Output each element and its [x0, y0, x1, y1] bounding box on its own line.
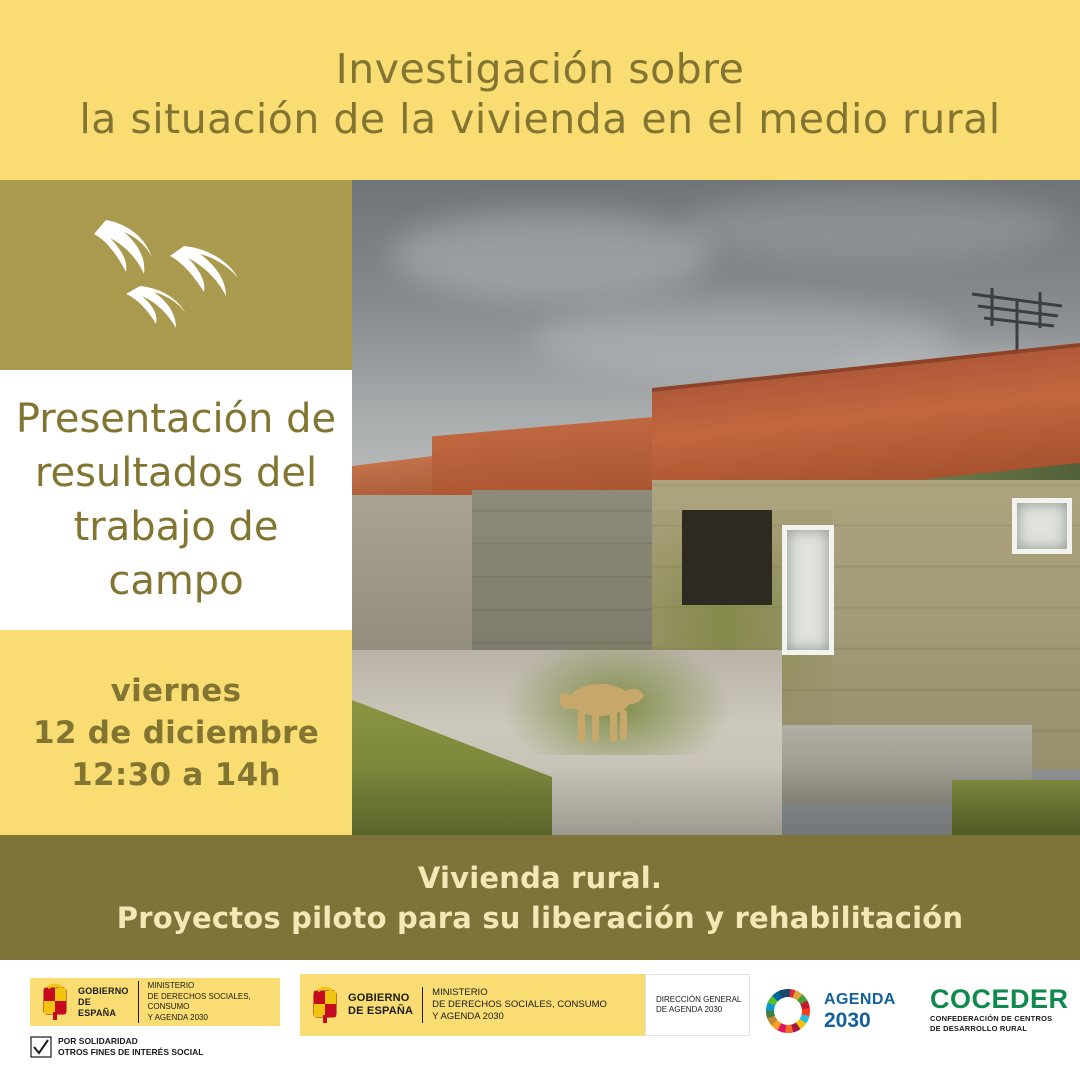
header-banner — [0, 0, 1080, 180]
x-check-icon — [30, 1036, 52, 1058]
ministerio-label-2: MINISTERIO DE DERECHOS SOCIALES, CONSUMO Y AGENDA 2030 — [422, 987, 607, 1023]
gobierno-label-2: GOBIERNO DE ESPAÑA — [348, 992, 414, 1017]
header-title-line2: la situación de la vivienda en el medio rural — [79, 95, 1001, 143]
gobierno-espana-logo-1 — [30, 978, 280, 1026]
coceder-logo — [930, 984, 1070, 1040]
direccion-general-box — [645, 974, 750, 1036]
agenda-label-line2: 2030 — [824, 1008, 871, 1032]
agenda-label-line1: AGENDA — [824, 990, 896, 1008]
dog-icon — [552, 670, 652, 750]
spain-coat-of-arms-icon — [310, 985, 340, 1025]
solidaridad-mark — [30, 1030, 280, 1064]
coceder-sub1: CONFEDERACIÓN DE CENTROS — [930, 1014, 1053, 1023]
agenda-2030-logo — [762, 982, 927, 1040]
coceder-sub2: DE DESARROLLO RURAL — [930, 1023, 1028, 1033]
event-date: 12 de diciembre — [32, 714, 320, 751]
band-line1: Vivienda rural. — [417, 860, 663, 895]
date-block — [0, 630, 352, 835]
logo-strip — [0, 960, 1080, 1080]
band-line2: Proyectos piloto para su liberación y rehabilitación — [116, 900, 964, 935]
solidaridad-line2: OTROS FINES DE INTERÉS SOCIAL — [58, 1047, 204, 1057]
left-column — [0, 180, 352, 835]
event-day: viernes — [110, 672, 242, 709]
sdg-wheel-icon — [762, 985, 814, 1037]
subtitle-text: Presentación de resultados del trabajo de campo — [15, 396, 337, 604]
direccion-general-label: DIRECCIÓN GENERAL DE AGENDA 2030 — [656, 994, 742, 1014]
village-photo — [352, 180, 1080, 835]
event-time: 12:30 a 14h — [71, 756, 281, 793]
photo-dark-opening — [682, 510, 772, 605]
footer-band — [0, 835, 1080, 960]
logo-block — [0, 180, 352, 370]
solidaridad-line1: POR SOLIDARIDAD — [58, 1036, 138, 1046]
photo-window — [782, 525, 834, 655]
swallows-icon — [88, 204, 288, 344]
gobierno-espana-logo-2 — [300, 974, 645, 1036]
coceder-name: COCEDER — [930, 984, 1069, 1014]
photo-window — [1012, 498, 1072, 554]
photo-cloud — [682, 190, 1062, 260]
photo-cloud — [392, 210, 712, 300]
photo-bottom-shadow — [352, 765, 1080, 835]
subtitle-block — [0, 370, 352, 630]
gobierno-label-1: GOBIERNO DE ESPAÑA — [78, 985, 129, 1018]
spain-coat-of-arms-icon — [40, 982, 70, 1022]
header-title-line1: Investigación sobre — [335, 45, 745, 93]
ministerio-label-1: MINISTERIO DE DERECHOS SOCIALES, CONSUMO Y AGENDA 2030 — [138, 981, 280, 1023]
